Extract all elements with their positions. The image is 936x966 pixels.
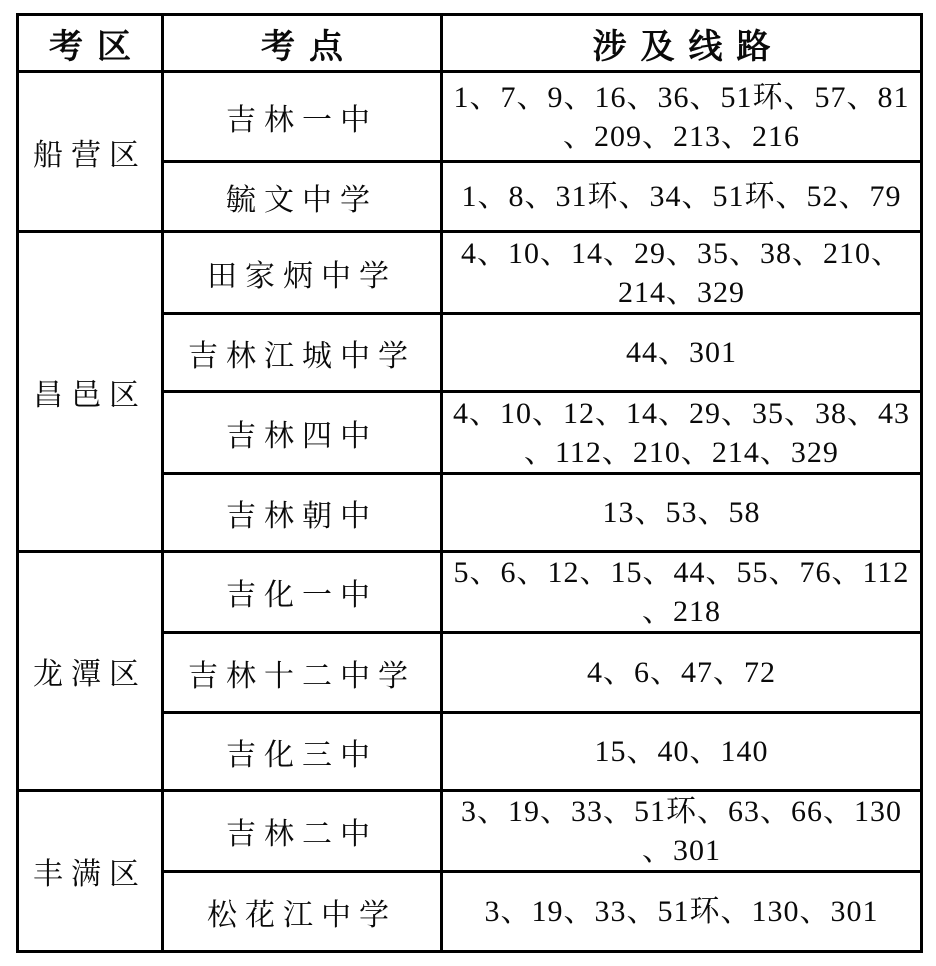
exam-sites-routes-table — [16, 13, 923, 953]
column-header-district: 考区 — [18, 15, 163, 72]
routes-cell — [442, 633, 922, 713]
routes-cell — [442, 713, 922, 791]
district-cell: 船营区 — [18, 72, 163, 232]
district-cell: 昌邑区 — [18, 232, 163, 552]
routes-line: 214、329 — [618, 275, 745, 309]
site-cell: 吉林四中 — [163, 392, 442, 474]
routes-line: 3、19、33、51环、130、301 — [484, 895, 879, 928]
site-cell: 田家炳中学 — [163, 232, 442, 314]
routes-line: 3、19、33、51环、63、66、130 — [461, 795, 902, 828]
routes-line: 4、6、47、72 — [587, 656, 776, 689]
routes-cell — [442, 474, 922, 552]
site-cell: 吉林一中 — [163, 72, 442, 162]
routes-line: 、218 — [642, 595, 721, 628]
column-header-routes: 涉及线路 — [442, 15, 922, 72]
site-cell: 吉化一中 — [163, 552, 442, 633]
routes-cell — [442, 72, 922, 162]
column-header-site: 考点 — [163, 15, 442, 72]
routes-cell — [442, 392, 922, 474]
table-row — [18, 791, 922, 872]
routes-cell — [442, 791, 922, 872]
table-row — [18, 72, 922, 162]
routes-line: 1、7、9、16、36、51环、57、81 — [453, 80, 910, 114]
site-cell: 吉林江城中学 — [163, 314, 442, 392]
routes-line: 1、8、31环、34、51环、52、79 — [461, 180, 902, 213]
table-row — [18, 232, 922, 314]
district-cell: 丰满区 — [18, 791, 163, 952]
routes-line: 、112、210、214、329 — [524, 435, 839, 469]
site-cell: 松花江中学 — [163, 872, 442, 952]
routes-cell — [442, 232, 922, 314]
routes-cell — [442, 162, 922, 232]
routes-line: 5、6、12、15、44、55、76、112 — [453, 556, 910, 589]
routes-line: 15、40、140 — [594, 735, 769, 768]
routes-line: 4、10、14、29、35、38、210、 — [461, 236, 902, 270]
routes-line: 、301 — [642, 834, 721, 867]
site-cell: 吉化三中 — [163, 713, 442, 791]
site-cell: 毓文中学 — [163, 162, 442, 232]
routes-line: 44、301 — [626, 336, 737, 369]
site-cell: 吉林朝中 — [163, 474, 442, 552]
routes-cell — [442, 552, 922, 633]
site-cell: 吉林二中 — [163, 791, 442, 872]
routes-line: 4、10、12、14、29、35、38、43 — [453, 396, 910, 430]
table-row — [18, 552, 922, 633]
routes-line: 13、53、58 — [602, 496, 761, 529]
header-row — [18, 15, 922, 72]
routes-cell — [442, 872, 922, 952]
routes-cell — [442, 314, 922, 392]
routes-line: 、209、213、216 — [563, 119, 800, 153]
site-cell: 吉林十二中学 — [163, 633, 442, 713]
district-cell: 龙潭区 — [18, 552, 163, 791]
